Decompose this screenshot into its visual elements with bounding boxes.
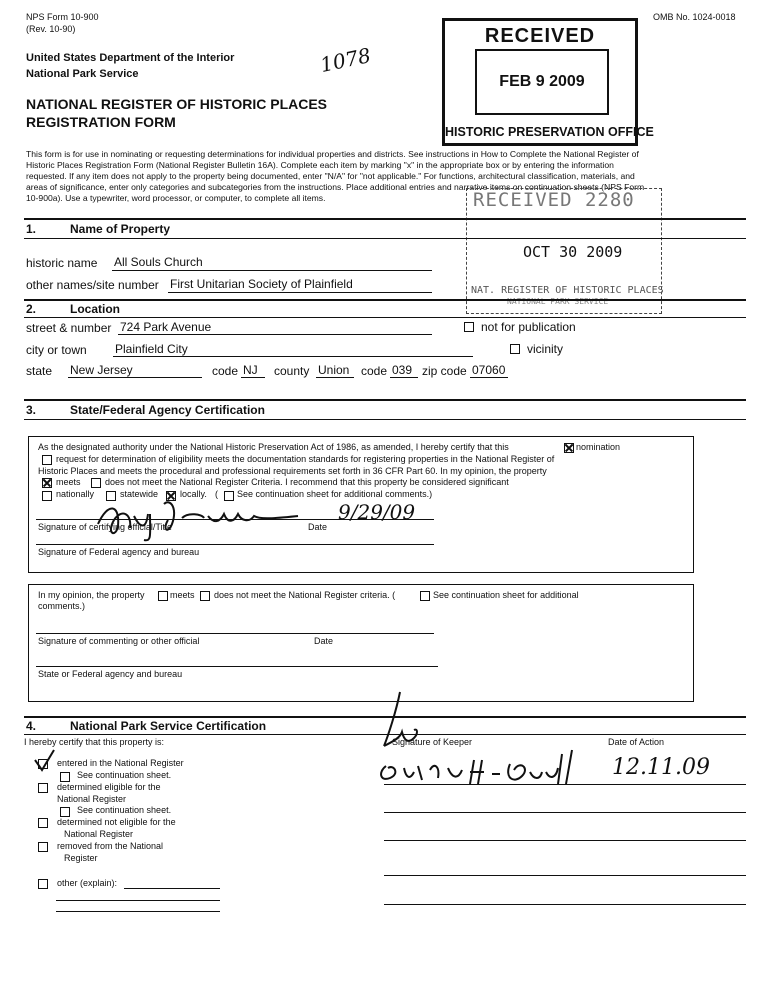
stamp2-top: RECEIVED 2280 — [473, 189, 635, 211]
instructions-line2: Historic Places Registration Form (National Register Bulletin 16A). Complete each item by marking "x" in the appropriate box or by entering the information — [26, 160, 614, 170]
does-not-meet-checkbox[interactable] — [91, 478, 101, 488]
stamp-office: HISTORIC PRESERVATION OFFICE — [445, 125, 654, 139]
cert-line1b: nomination — [576, 442, 621, 452]
not-eligible-label2: National Register — [64, 829, 134, 839]
county-field[interactable]: Union — [318, 363, 350, 377]
continuation-paren: ( — [215, 489, 218, 499]
sig-certifying-label: Signature of certifying official/Title — [38, 522, 173, 532]
section3-number: 3. — [26, 403, 37, 417]
request-checkbox[interactable] — [42, 455, 52, 465]
form-title-line2: REGISTRATION FORM — [26, 114, 176, 130]
other-label: other (explain): — [57, 878, 118, 888]
section4-number: 4. — [26, 719, 37, 733]
eligible-checkbox[interactable] — [38, 783, 48, 793]
stamp-date-box — [475, 49, 609, 115]
stamp2-bottom: NAT. REGISTER OF HISTORIC PLACES — [471, 285, 664, 296]
instructions-line3: requested. If any item does not apply to the property being documented, enter "N/A" for "not applicable." For functions, architectural classification, materials, and — [26, 171, 635, 181]
form-revision: (Rev. 10-90) — [26, 24, 76, 34]
certify-label: I hereby certify that this property is: — [24, 737, 165, 747]
sig-certifying-line — [36, 519, 434, 520]
section3-top-rule — [24, 399, 746, 401]
not-for-publication-label: not for publication — [481, 320, 576, 334]
section2-title: Location — [70, 302, 120, 316]
nationally-label: nationally — [56, 489, 95, 499]
street-label: street & number — [26, 321, 112, 335]
state-code-field[interactable]: NJ — [243, 363, 258, 377]
opinion-text-c: See continuation sheet for additional — [433, 590, 579, 600]
meets-checkbox[interactable] — [42, 478, 52, 488]
state-field[interactable]: New Jersey — [70, 363, 133, 377]
stamp2-date: OCT 30 2009 — [523, 243, 623, 261]
entered-label: entered in the National Register — [57, 758, 184, 768]
not-eligible-label1: determined not eligible for the — [57, 817, 176, 827]
not-for-publication-checkbox[interactable] — [464, 322, 474, 332]
state-label: state — [26, 364, 53, 378]
eligible-label2: National Register — [57, 794, 127, 804]
opinion-meets-checkbox[interactable] — [158, 591, 168, 601]
city-label: city or town — [26, 343, 87, 357]
nomination-checkbox[interactable] — [564, 443, 574, 453]
statewide-label: statewide — [120, 489, 159, 499]
opinion-text-d: comments.) — [38, 601, 86, 611]
section1-title: Name of Property — [70, 222, 171, 236]
form-title-line1: NATIONAL REGISTER OF HISTORIC PLACES — [26, 96, 328, 112]
state-code-underline — [241, 377, 265, 378]
other-line3 — [56, 911, 220, 912]
keeper-line4 — [384, 875, 746, 876]
stamp2-bottom2: NATIONAL PARK SERVICE — [507, 297, 609, 306]
nationally-checkbox[interactable] — [42, 491, 52, 501]
section2-top-rule — [24, 299, 746, 301]
handwritten-number: 1078 — [318, 42, 373, 78]
county-code-field[interactable]: 039 — [392, 363, 413, 377]
instructions-line1: This form is for use in nominating or requesting determinations for individual properties and districts. See instructions in How to Complete the National Register of — [26, 149, 639, 159]
agency-label: Signature of Federal agency and bureau — [38, 547, 200, 557]
vicinity-label: vicinity — [527, 342, 564, 356]
county-code-underline — [390, 377, 418, 378]
certifying-date: 9/29/09 — [338, 500, 416, 524]
eligible-label1: determined eligible for the — [57, 782, 161, 792]
cert-line4b: does not meet the National Register Criteria. I recommend that this property be considered significant — [105, 477, 509, 487]
other-line2 — [56, 900, 220, 901]
section1-number: 1. — [26, 222, 37, 236]
opinion-continuation-checkbox[interactable] — [420, 591, 430, 601]
historic-name-label: historic name — [26, 256, 98, 270]
stamp-date: FEB 9 2009 — [499, 73, 585, 90]
county-label: county — [274, 364, 310, 378]
section4-title: National Park Service Certification — [70, 719, 267, 733]
agency-line — [36, 544, 434, 545]
see-cont1-checkbox[interactable] — [60, 772, 70, 782]
keeper-line5 — [384, 904, 746, 905]
continuation-label: See continuation sheet for additional comments.) — [237, 489, 433, 499]
locally-label: locally. — [180, 489, 207, 499]
vicinity-checkbox[interactable] — [510, 344, 520, 354]
action-label: Date of Action — [608, 737, 665, 747]
commenting-label: Signature of commenting or other official — [38, 636, 200, 646]
keeper-signature — [374, 688, 604, 788]
state-agency-line — [36, 666, 438, 667]
state-agency-label: State or Federal agency and bureau — [38, 669, 183, 679]
city-underline — [113, 356, 473, 357]
opinion-meets-label: meets — [170, 590, 195, 600]
removed-label1: removed from the National — [57, 841, 164, 851]
other-checkbox[interactable] — [38, 879, 48, 889]
commenting-date-label: Date — [314, 636, 334, 646]
section1-top-rule — [24, 218, 746, 220]
stamp-title: RECEIVED — [484, 25, 596, 47]
meets-label: meets — [56, 477, 81, 487]
opinion-text-b: does not meet the National Register criteria. ( — [214, 590, 396, 600]
removed-label2: Register — [64, 853, 98, 863]
keeper-label: Signature of Keeper — [392, 737, 473, 747]
section3-title: State/Federal Agency Certification — [70, 403, 265, 417]
cert-line1a: As the designated authority under the National Historic Preservation Act of 1986, as amended, I hereby certify that this — [38, 442, 509, 452]
county-code-label: code — [361, 364, 388, 378]
not-eligible-checkbox[interactable] — [38, 818, 48, 828]
state-code-label: code — [212, 364, 239, 378]
section1-bottom-rule — [24, 238, 746, 239]
section3-bottom-rule — [24, 419, 746, 420]
zip-label: zip code — [422, 364, 467, 378]
cert-line3: Historic Places and meets the procedural and professional requirements set forth in 36 CFR Part 60. In my opinion, the property — [38, 466, 547, 476]
omb-number: OMB No. 1024-0018 — [653, 12, 736, 22]
other-names-underline — [168, 292, 432, 293]
instructions-line4: areas of significance, enter only categories and subcategories from the instructions. Place additional entries and narrative items on continuation sheets (NPS Form — [26, 182, 645, 192]
keeper-line1 — [384, 784, 746, 785]
see-cont2-checkbox[interactable] — [60, 807, 70, 817]
form-number: NPS Form 10-900 — [26, 12, 99, 22]
keeper-line3 — [384, 840, 746, 841]
received-stamp-2 — [466, 188, 662, 314]
street-underline — [118, 334, 432, 335]
section2-bottom-rule — [24, 317, 746, 318]
opinion-not-meet-checkbox[interactable] — [200, 591, 210, 601]
zip-field[interactable]: 07060 — [472, 363, 506, 377]
section2-number: 2. — [26, 302, 37, 316]
street-field[interactable]: 724 Park Avenue — [120, 320, 212, 334]
sig-date-label: Date — [308, 522, 328, 532]
action-date: 12.11.09 — [612, 755, 710, 780]
historic-name-field[interactable]: All Souls Church — [114, 255, 203, 269]
city-field[interactable]: Plainfield City — [115, 342, 188, 356]
checkmark-icon — [32, 748, 58, 774]
county-underline — [316, 377, 354, 378]
cert-line2: request for determination of eligibility meets the documentation standards for registering properties in the National Register of — [56, 454, 555, 464]
other-names-label: other names/site number — [26, 278, 159, 292]
received-stamp — [442, 18, 654, 146]
commenting-line — [36, 633, 434, 634]
zip-underline — [470, 377, 508, 378]
opinion-text-a: In my opinion, the property — [38, 590, 145, 600]
department-name: United States Department of the Interior — [26, 52, 235, 64]
see-cont1-label: See continuation sheet. — [77, 770, 172, 780]
removed-checkbox[interactable] — [38, 842, 48, 852]
instructions-line5: 10-900a). Use a typewriter, word processor, or computer, to complete all items. — [26, 193, 326, 203]
other-names-field[interactable]: First Unitarian Society of Plainfield — [170, 277, 353, 291]
historic-name-underline — [112, 270, 432, 271]
other-line1 — [124, 888, 220, 889]
keeper-line2 — [384, 812, 746, 813]
state-underline — [68, 377, 202, 378]
service-name: National Park Service — [26, 68, 139, 80]
see-cont2-label: See continuation sheet. — [77, 805, 172, 815]
